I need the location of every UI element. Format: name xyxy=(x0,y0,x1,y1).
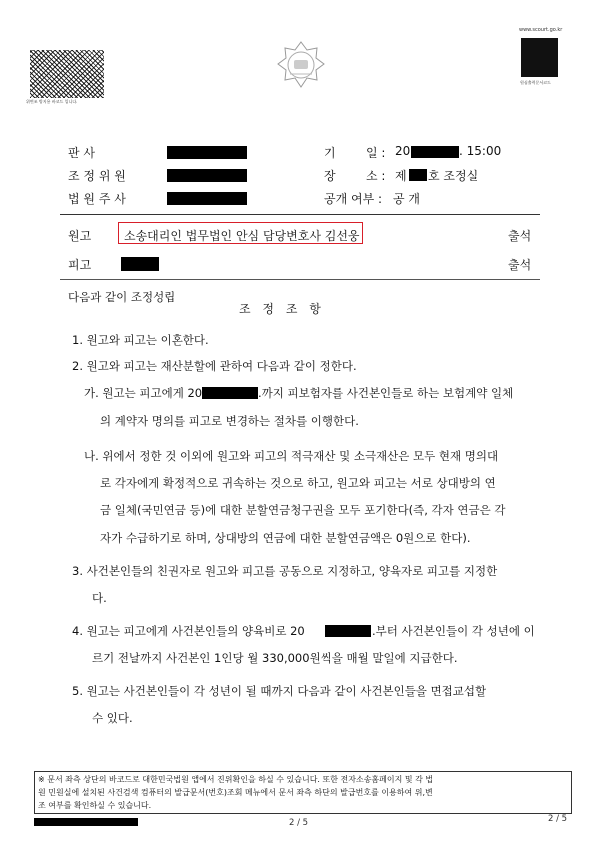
court-seal-icon xyxy=(276,40,326,90)
item-2a-line2: 의 계약자 명의를 피고로 변경하는 절차를 이행한다. xyxy=(100,414,359,428)
place-suffix: 호 조정실 xyxy=(428,169,479,183)
notice-line-1: ※ 문서 좌측 상단의 바코드로 대한민국법원 앱에서 진위확인을 하실 수 있습니다. 또한 전자소송홈페이지 및 각 법 xyxy=(38,775,434,784)
clerk-redaction xyxy=(167,192,247,205)
room-redaction xyxy=(409,169,427,181)
defendant-label: 피고 xyxy=(68,258,92,272)
mediator-label: 조 정 위 원 xyxy=(68,169,126,183)
intro-text: 다음과 같이 조정성립 xyxy=(68,290,176,304)
notice-line-3: 조 여부를 확인하실 수 있습니다. xyxy=(38,801,152,810)
section-heading: 조 정 조 항 xyxy=(239,302,325,316)
item-2a-line1-end: .까지 피보험자를 사건본인들로 하는 보험계약 일체 xyxy=(258,386,514,400)
public-label: 공개 여부 : xyxy=(324,192,383,206)
date-redaction xyxy=(411,146,459,158)
place-label: 장 xyxy=(324,169,336,183)
page-number-right: 2 / 5 xyxy=(548,814,568,824)
plaintiff-label: 원고 xyxy=(68,229,92,243)
item-2a-date-redaction xyxy=(202,387,258,399)
defendant-redaction xyxy=(121,257,159,271)
judge-redaction xyxy=(167,146,247,159)
public-value: 공 개 xyxy=(393,192,420,206)
date-label: 기 xyxy=(324,146,336,160)
plaintiff-value: 소송대리인 법무법인 안심 담당변호사 김선웅 xyxy=(124,229,360,243)
court-url: www.scourt.go.kr xyxy=(519,27,563,33)
item-4-line1-end: .부터 사건본인들이 각 성년에 이 xyxy=(372,624,535,638)
issue-code-caption: 원심출력문서코드 xyxy=(520,80,551,85)
item-2b-line3: 금 일체(국민연금 등)에 대한 분할연금청구권을 모두 포기한다(즉, 각자 연금은 각 xyxy=(100,503,506,517)
item-2b-line4: 자가 수급하기로 하며, 상대방의 연금에 대한 분할연금액은 0원으로 한다). xyxy=(100,531,471,545)
header-divider xyxy=(60,214,540,215)
judge-label: 판 사 xyxy=(68,146,95,160)
defendant-status: 출석 xyxy=(508,258,532,272)
place-label-suffix: 소 : xyxy=(366,169,386,183)
plaintiff-status: 출석 xyxy=(508,229,532,243)
item-3-line2: 다. xyxy=(92,591,107,605)
item-3-line1: 3. 사건본인들의 친권자로 원고와 피고를 공동으로 지정하고, 양육자로 피고를 지정한 xyxy=(72,564,498,578)
date-time: . 15:00 xyxy=(459,144,502,158)
date-prefix: 20 xyxy=(395,144,411,158)
item-4-line2: 르기 전날까지 사건본인 1인당 월 330,000원씩을 매월 말일에 지급한다. xyxy=(92,651,458,665)
item-4-line1-start: 4. 원고는 피고에게 사건본인들의 양육비로 20 xyxy=(72,624,305,638)
mediator-redaction xyxy=(167,169,247,182)
page-number-center: 2 / 5 xyxy=(289,818,309,828)
item-4-date-redaction xyxy=(325,625,371,637)
date-label-suffix: 일 : xyxy=(366,146,386,160)
item-5-line1: 5. 원고는 사건본인들이 각 성년이 될 때까지 다음과 같이 사건본인들을 면접교섭할 xyxy=(72,684,487,698)
issue-code-block xyxy=(521,38,558,77)
item-2a-line1-start: 가. 원고는 피고에게 20 xyxy=(84,386,203,400)
place-prefix: 제 xyxy=(395,169,407,183)
clerk-label: 법 원 주 사 xyxy=(68,192,126,206)
notice-line-2: 원 민원실에 설치된 사건검색 컴퓨터의 발급문서(번호)조회 메뉴에서 문서 좌측 하단의 발급번호를 이용하여 위,변 xyxy=(38,788,433,797)
barcode-caption: 위변조 방지용 바코드 입니다. xyxy=(26,99,78,104)
item-2b-line2: 로 각자에게 확정적으로 귀속하는 것으로 하고, 원고와 피고는 서로 상대방의 연 xyxy=(100,476,496,490)
item-5-line2: 수 있다. xyxy=(92,711,133,725)
item-1: 1. 원고와 피고는 이혼한다. xyxy=(72,333,209,347)
parties-divider xyxy=(60,279,540,280)
issue-number-redaction xyxy=(34,818,138,826)
verification-barcode xyxy=(30,50,104,98)
item-2b-line1: 나. 위에서 정한 것 이외에 원고와 피고의 적극재산 및 소극재산은 모두 현재 명의대 xyxy=(84,449,499,463)
item-2: 2. 원고와 피고는 재산분할에 관하여 다음과 같이 정한다. xyxy=(72,359,357,373)
